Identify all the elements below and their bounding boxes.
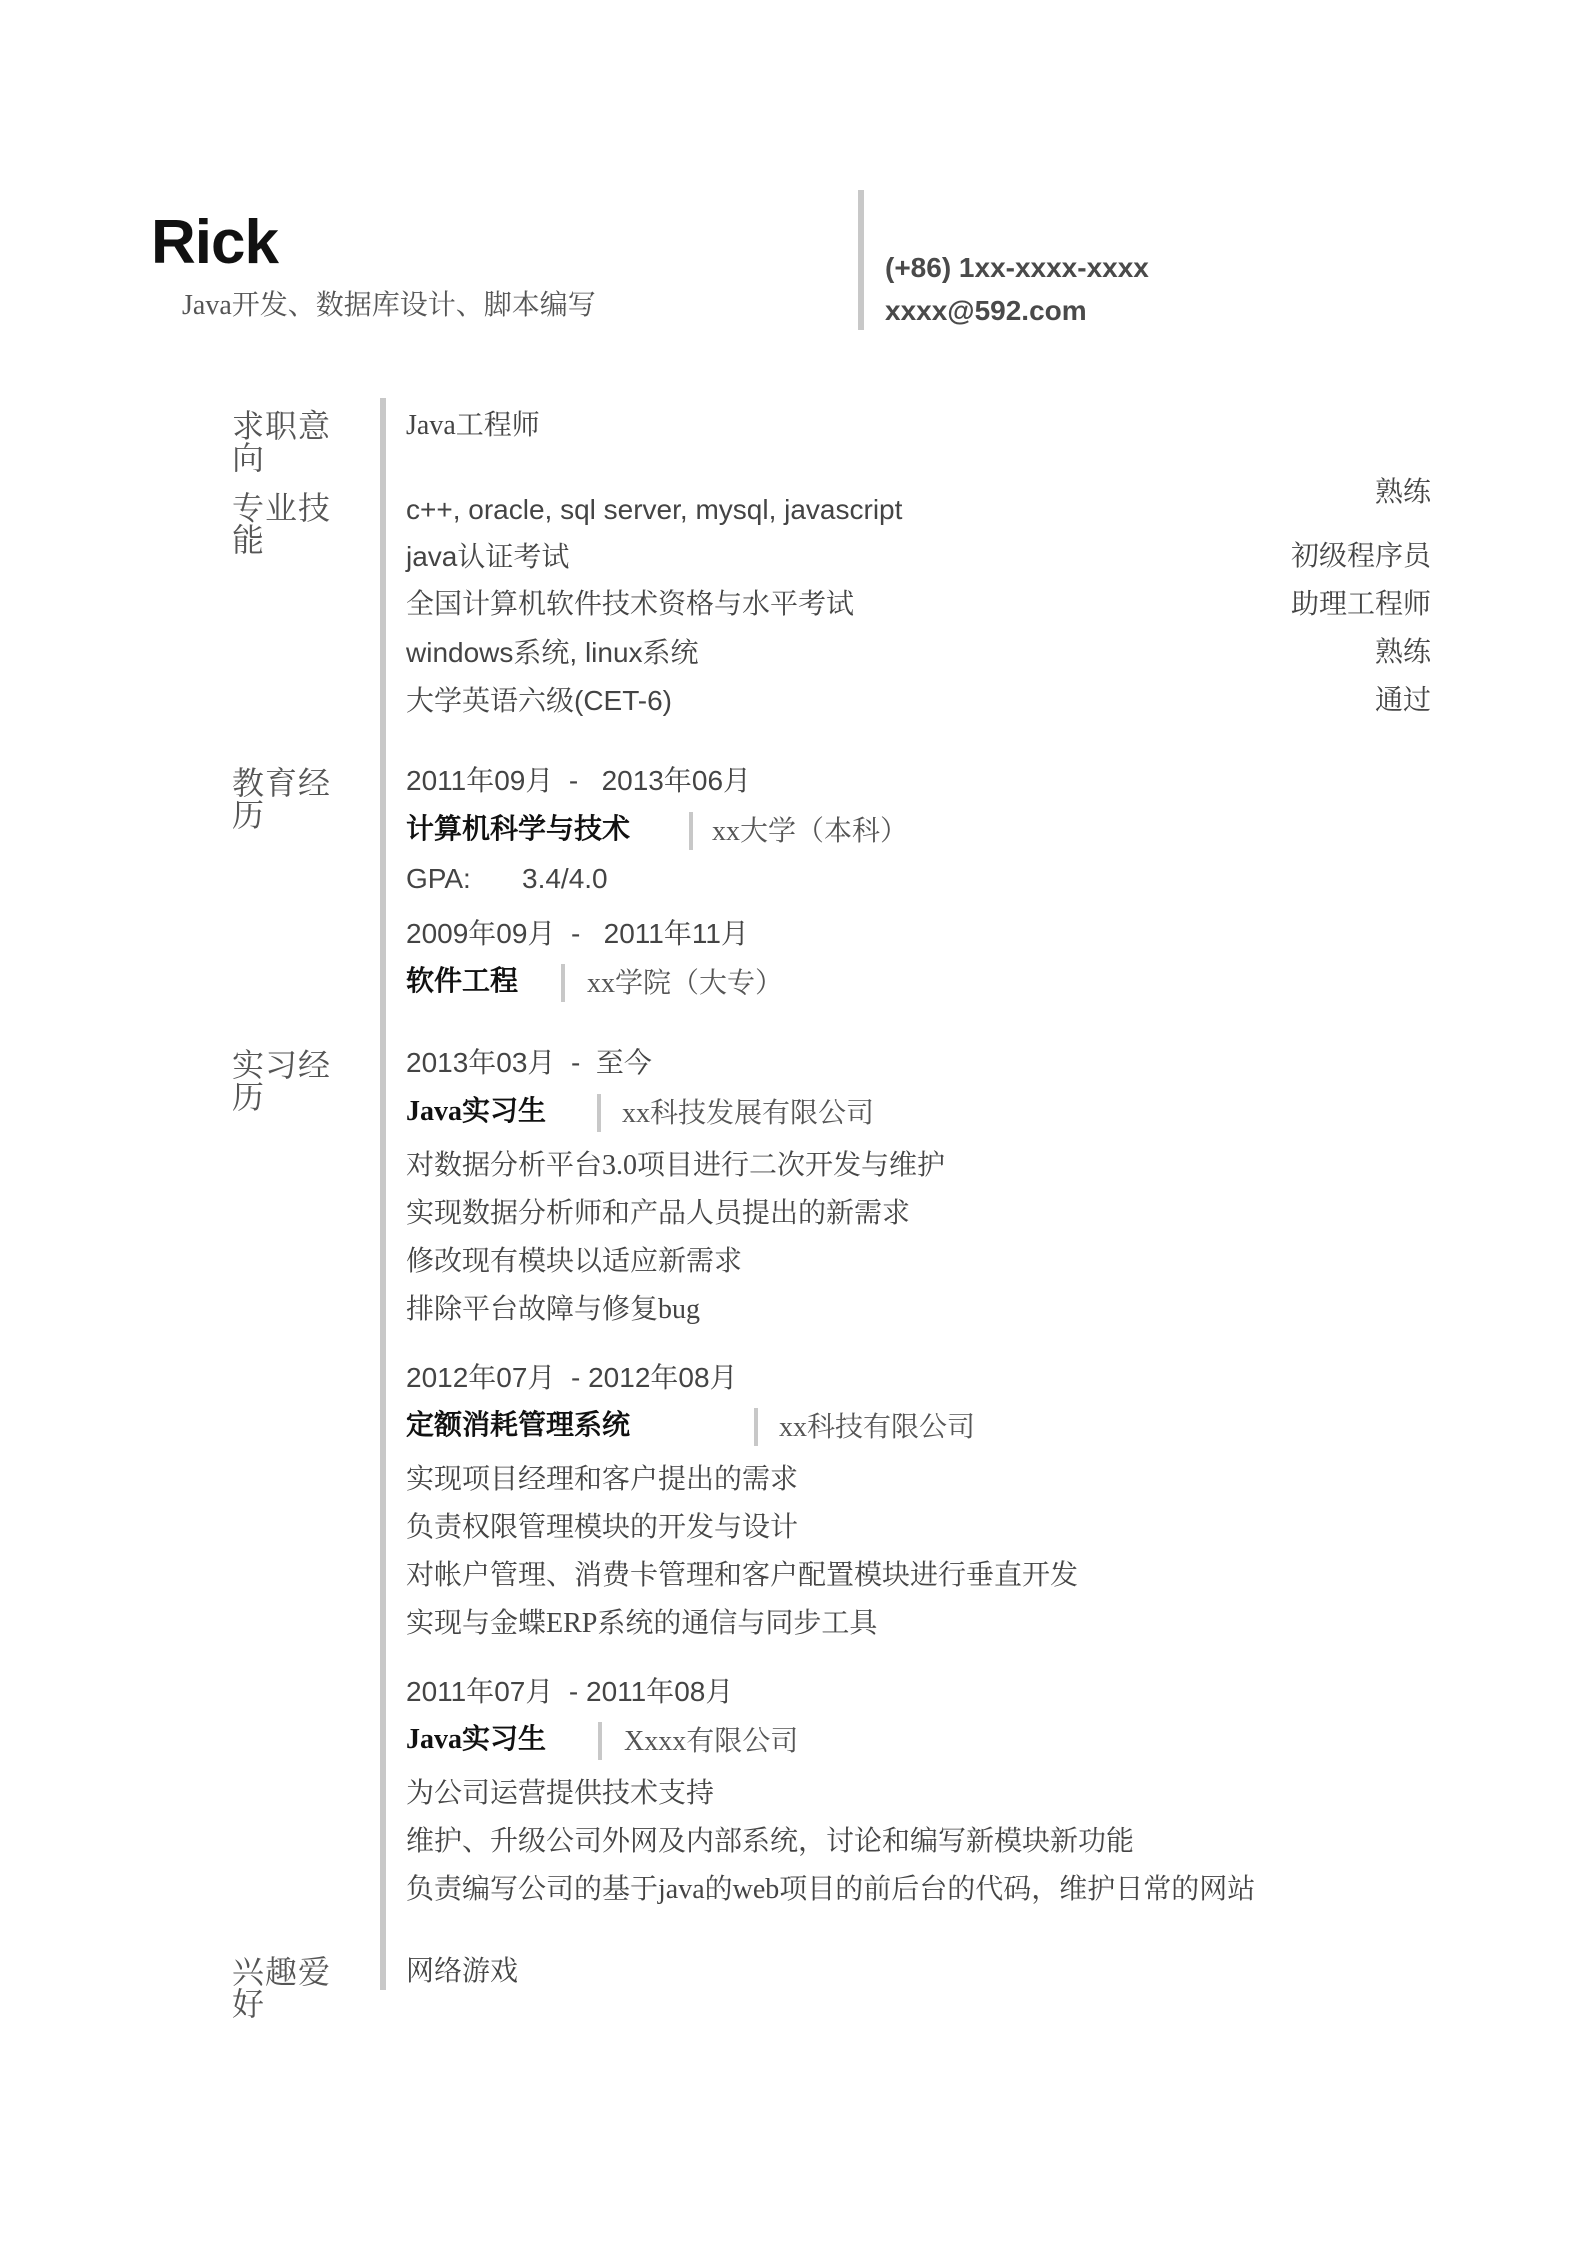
phone-number: (+86) 1xx-xxxx-xxxx: [885, 252, 1149, 283]
hobbies-value: 网络游戏: [406, 1956, 519, 1987]
skill-level: 助理工程师: [1290, 589, 1431, 620]
skill-name: 全国计算机软件技术资格与水平考试: [406, 589, 855, 620]
internship-period: 2013年03月 - 至今: [406, 1047, 652, 1078]
internship-role: Java实习生: [406, 1096, 547, 1127]
education-separator: [689, 812, 693, 850]
internship-role: 定额消耗管理系统: [406, 1410, 631, 1441]
internship-duty: 修改现有模块以适应新需求: [406, 1246, 743, 1277]
internship-duty: 实现数据分析师和产品人员提出的新需求: [406, 1198, 911, 1229]
internship-duty: 负责编写公司的基于java的web项目的前后台的代码，维护日常的网站: [406, 1874, 1256, 1905]
internship-duty: 实现项目经理和客户提出的需求: [406, 1464, 799, 1495]
skill-name: java认证考试: [406, 541, 570, 572]
section-title-hobbies: 兴趣爱好: [232, 1954, 332, 2022]
gpa-label: GPA:: [406, 863, 471, 894]
education-major: 软件工程: [406, 966, 519, 997]
education-separator: [561, 964, 565, 1002]
internship-company: xx科技发展有限公司: [622, 1098, 875, 1129]
internship-duty: 为公司运营提供技术支持: [406, 1778, 715, 1809]
internship-company: Xxxx有限公司: [624, 1726, 799, 1757]
education-school: xx学院（大专）: [587, 968, 784, 999]
skill-name: c++, oracle, sql server, mysql, javascript: [406, 494, 903, 525]
education-period: 2009年09月 - 2011年11月: [406, 918, 749, 949]
skill-level: 通过: [1374, 685, 1431, 716]
skill-level: 初级程序员: [1290, 541, 1431, 572]
internship-duty: 实现与金蝶ERP系统的通信与同步工具: [406, 1608, 878, 1639]
education-school: xx大学（本科）: [712, 816, 909, 847]
internship-duty: 维护、升级公司外网及内部系统，讨论和编写新模块新功能: [406, 1826, 1135, 1857]
section-title-skills: 专业技能: [232, 490, 332, 558]
skill-level: 熟练: [1374, 637, 1431, 668]
internship-period: 2011年07月 - 2011年08月: [406, 1676, 734, 1707]
internship-role: Java实习生: [406, 1724, 547, 1755]
internship-duty: 对数据分析平台3.0项目进行二次开发与维护: [406, 1150, 946, 1181]
skill-name: 大学英语六级(CET-6): [406, 685, 673, 716]
internship-separator: [597, 1094, 601, 1132]
internship-separator: [598, 1722, 602, 1760]
internship-duty: 负责权限管理模块的开发与设计: [406, 1512, 799, 1543]
gpa-value: 3.4/4.0: [522, 863, 608, 894]
internship-separator: [754, 1408, 758, 1446]
internship-duty: 对帐户管理、消费卡管理和客户配置模块进行垂直开发: [406, 1560, 1079, 1591]
skill-level: 熟练: [1374, 477, 1431, 508]
internship-duty: 排除平台故障与修复bug: [406, 1294, 701, 1325]
skill-name: windows系统, linux系统: [406, 637, 699, 668]
education-period: 2011年09月 - 2013年06月: [406, 765, 752, 796]
email-address: xxxx@592.com: [885, 295, 1087, 326]
candidate-name: Rick: [151, 208, 278, 277]
section-title-objective: 求职意向: [232, 408, 332, 476]
education-major: 计算机科学与技术: [406, 814, 631, 845]
candidate-tagline: Java开发、数据库设计、脚本编写: [182, 290, 596, 321]
section-divider: [380, 398, 386, 1990]
objective-value: Java工程师: [406, 410, 540, 441]
header-divider: [858, 190, 864, 330]
section-title-internship: 实习经历: [232, 1047, 332, 1115]
section-title-education: 教育经历: [232, 765, 332, 833]
internship-company: xx科技有限公司: [779, 1412, 976, 1443]
internship-period: 2012年07月 - 2012年08月: [406, 1362, 738, 1393]
